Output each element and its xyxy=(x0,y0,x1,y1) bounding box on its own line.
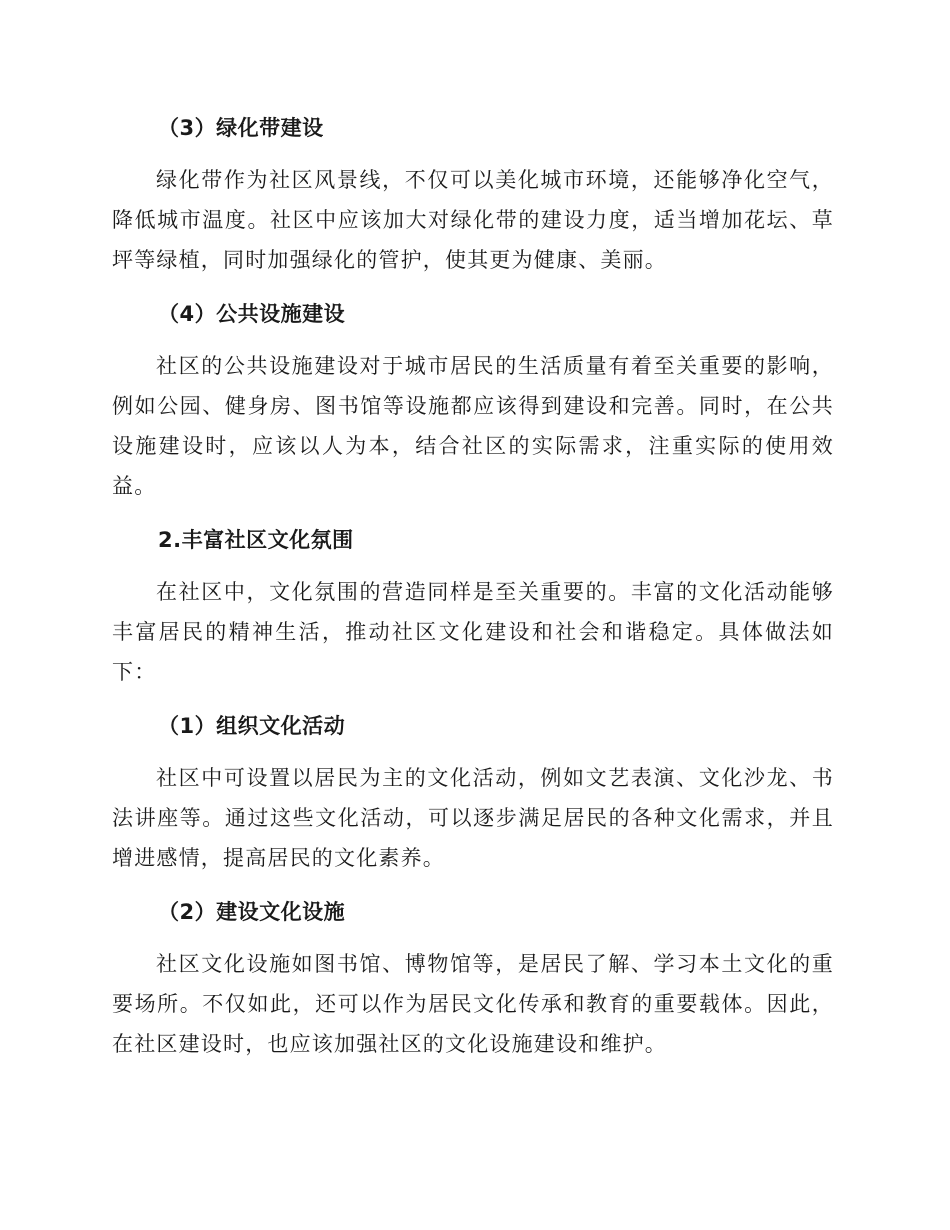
paragraph-public-facilities: 社区的公共设施建设对于城市居民的生活质量有着至关重要的影响，例如公园、健身房、图书馆等设施都应该得到建设和完善。同时，在公共设施建设时，应该以人为本，结合社区的实际需求，注重实际的使用效益。 xyxy=(112,354,834,498)
section-heading-cultural-facilities: （2）建设文化设施 xyxy=(158,900,346,924)
paragraph-cultural-facilities: 社区文化设施如图书馆、博物馆等，是居民了解、学习本土文化的重要场所。不仅如此，还可以作为居民文化传承和教育的重要载体。因此，在社区建设时，也应该加强社区的文化设施建设和维护。 xyxy=(112,952,834,1056)
paragraph-cultural-activities: 社区中可设置以居民为主的文化活动，例如文艺表演、文化沙龙、书法讲座等。通过这些文化活动，可以逐步满足居民的各种文化需求，并且增进感情，提高居民的文化素养。 xyxy=(112,766,834,870)
section-heading-public-facilities: （4）公共设施建设 xyxy=(158,302,346,326)
paragraph-culture-atmosphere: 在社区中，文化氛围的营造同样是至关重要的。丰富的文化活动能够丰富居民的精神生活，推动社区文化建设和社会和谐稳定。具体做法如下： xyxy=(112,580,834,684)
document-body xyxy=(112,110,834,1064)
section-heading-culture-atmosphere: 2.丰富社区文化氛围 xyxy=(158,528,354,552)
section-heading-green-belt: （3）绿化带建设 xyxy=(158,116,324,140)
paragraph-green-belt: 绿化带作为社区风景线，不仅可以美化城市环境，还能够净化空气，降低城市温度。社区中应该加大对绿化带的建设力度，适当增加花坛、草坪等绿植，同时加强绿化的管护，使其更为健康、美丽。 xyxy=(112,168,834,272)
section-heading-cultural-activities: （1）组织文化活动 xyxy=(158,714,346,738)
